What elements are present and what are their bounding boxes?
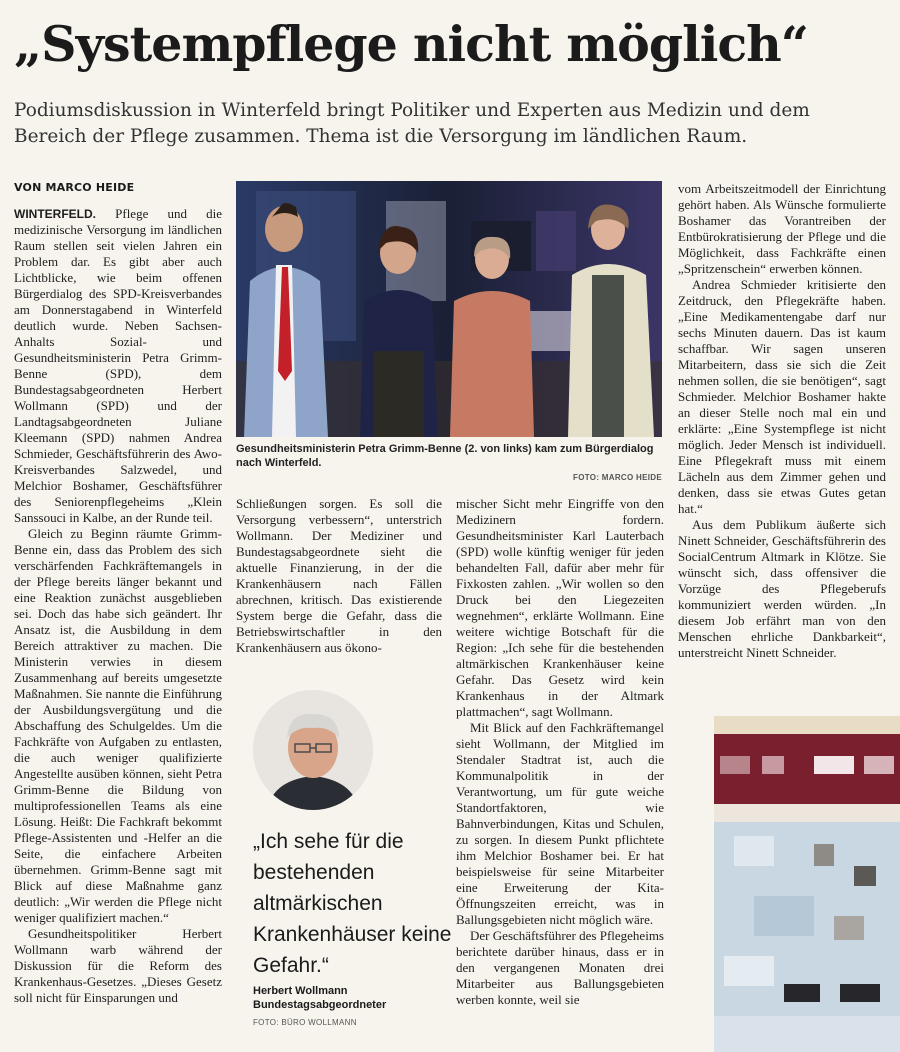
paragraph-text: Pflege und die medizinische Versorgung im ländlichen Raum stellen seit vielen Jahren ein Problem dar. Es gibt aber auch Lichtblicke, wie beim offenen Bürgerdialog des SPD-Kreisverbandes am Donnerstagabend in Winterfeld deutlich wurde. Neben Sachsen-Anhalts Sozial- und Gesundheitsministerin Petra Grimm-Benne (SPD), dem Bundestagsabgeordneten Herbert Wollmann (SPD) und der Landtagsabgeordneten Juliane Kleemann (SPD) nahmen Andrea Schmieder, Geschäftsführerin des Awo-Kreisverbandes Salzwedel, und Melchior Boshamer, Geschäftsführer des Seniorenpflegeheims „Klein Sanssouci in Kalbe, an der Runde teil. — [14, 206, 223, 525]
subheadline: Podiumsdiskussion in Winterfeld bringt Politiker und Experten aus Medizin und dem Bereich der Pflege zusammen. Thema ist die Versorgung im ländlichen Raum. — [14, 100, 810, 147]
paragraph: Gleich zu Beginn räumte Grimm-Benne ein, dass das Problem des sich verschärfenden Fachkräftemangels in der Pflege bereits länger bekannt und eine Reaktion zunächst ausgeblieben sei. Doch das habe sich geändert. Ihr Ansatz ist, die Ausbildung in dem Bereich attraktiver zu machen. Die Ministerin verwies in diesem Zusammenhang auf bereits umgesetzte Maßnahmen. Sie nannte die Einführung der Ausbildungsvergütung und die Abschaffung des Schulgeldes. Um die Fachkräfte von Aufgaben zu entlasten, die auch weniger qualifizierte Angestellte ausüben können, sieht Petra Grimm-Benne die Bildung von multiprofessionellen Teams als eine Lösung. Heißt: Die Fachkraft bekommt Pflege-Assistenten und -Helfer an die Seite, die einfachere Arbeiten übernehmen. Grimm-Benne sagt mit Blick auf diese Maßnahme ganz deutlich: „Wir werden die Pflege nicht weniger qualifiziert machen.“ — [14, 526, 222, 925]
portrait-photo — [253, 690, 373, 810]
paragraph: Der Geschäftsführer des Pflegeheims berichtete darüber hinaus, dass er in den vergangenen Monaten drei Mitarbeiter aus Ballungsgebieten werben konnte, weil sie — [456, 928, 664, 1007]
event-photo — [236, 181, 662, 437]
paragraph: Andrea Schmieder kritisierte den Zeitdruck, den Pflegekräfte haben. „Eine Medikamentengabe darf nur sechs Minuten dauern. Das ist kaum schaffbar. Wir sagen unseren Mitarbeitern, dass sie sich die Zeit nehmen sollen, die sie benötigen“, sagt Schmieder. Melchior Boshamer hakte an dieser Stelle noch mal ein und erklärte: „Eine Systempflege ist nicht möglich. Jeder Mensch ist individuell. Eine Pflegekraft muss mit einem Lächeln aus dem Zimmer gehen und denken, dass sie etwas Gutes getan hat.“ — [678, 277, 886, 516]
quote-name: Herbert Wollmann — [253, 985, 348, 997]
photo-credit: FOTO: MARCO HEIDE — [573, 473, 662, 482]
article-column-2 — [236, 496, 442, 656]
quote-author — [253, 984, 453, 1030]
people-photo-illustration — [236, 181, 662, 437]
paragraph: mischer Sicht mehr Eingriffe von den Medizinern fordern. Gesundheitsminister Karl Lauterbach (SPD) wolle künftig weniger für jeden behandelten Fall, dafür aber mehr für Fixkosten zahlen. „Wir wollen so den Druck bei den Liegezeiten wegnehmen“, erklärte Wollmann. Eine weitere wichtige Botschaft für die Region: „Ich sehe für die bestehenden altmärkischen Krankenhäuser keine Gefahr. Das Gesetz wird kein Krankenhaus in der Altmark plattmachen“, sagt Wollmann. — [456, 496, 664, 719]
headline: „Systempflege nicht möglich“ — [14, 15, 808, 73]
quote-role: Bundestagsabgeordneter — [253, 999, 387, 1011]
paragraph: Gesundheitspolitiker Herbert Wollmann warb während der Diskussion für die Reform des Krankenhaus-Gesetzes. „Dieses Gesetz soll nicht für Einsparungen und — [14, 926, 222, 1005]
quote-photo-credit: FOTO: BÜRO WOLLMANN — [253, 1018, 357, 1027]
paragraph: Aus dem Publikum äußerte sich Ninett Schneider, Geschäftsführerin des SocialCentrum Altmark in Klötze. Sie wünscht sich, dass offensiver die Vorzüge des Pflegeberufs kommuniziert werden würden. „In diesem Job erfährt man von den Menschen ehrliche Dankbarkeit“, unterstreicht Ninett Schneider. — [678, 517, 886, 660]
article-column-1 — [14, 206, 222, 1006]
paragraph: vom Arbeitszeitmodell der Einrichtung gehört haben. Als Wünsche formulierte Boshamer das Vorantreiben der Entbürokratisierung der Pflege und die Möglichkeit, dass Fachkräfte einen „Spritzenschein“ erwerben können. — [678, 181, 886, 276]
article-column-3 — [456, 496, 664, 1008]
photo-caption — [236, 442, 662, 485]
paragraph: Schließungen sorgen. Es soll die Versorgung verbessern“, unterstrich Wollmann. Der Mediziner und Bundestagsabgeordnete sieht die aktuelle Finanzierung, in der die Krankenhäusern nach Fällen abrechnen, kritisch. Das existierende System berge die Gefahr, dass die Betriebswirtschaftler in den Krankenhäusern aus ökono- — [236, 496, 442, 655]
pixelated-ad — [714, 716, 900, 1052]
paragraph — [14, 206, 222, 526]
dateline: WINTERFELD. — [14, 207, 96, 221]
byline: VON MARCO HEIDE — [14, 181, 135, 194]
article-column-4 — [678, 181, 886, 661]
paragraph: Mit Blick auf den Fachkräftemangel sieht Wollmann, der Mitglied im Stendaler Stadtrat ist, auch die Kommunalpolitik in der Verantwortung, um für gute weiche Standortfaktoren, wie Bahnverbindungen, Kitas und Schulen, zu sorgen. In diesem Punkt pflichtete ihm Melchior Boshamer bei. Er hat beispielsweise für seine Mitarbeiter eine Erweiterung der Kita-Öffnungszeiten erreicht, was in Ballungsgebieten nicht möglich wäre. — [456, 720, 664, 927]
photo-caption-text: Gesundheitsministerin Petra Grimm-Benne (2. von links) kam zum Bürgerdialog nach Winterfeld. — [236, 443, 654, 469]
pull-quote: „Ich sehe für die bestehenden altmärkischen Krankenhäuser keine Gefahr.“ — [253, 830, 452, 977]
portrait-illustration — [253, 690, 373, 810]
